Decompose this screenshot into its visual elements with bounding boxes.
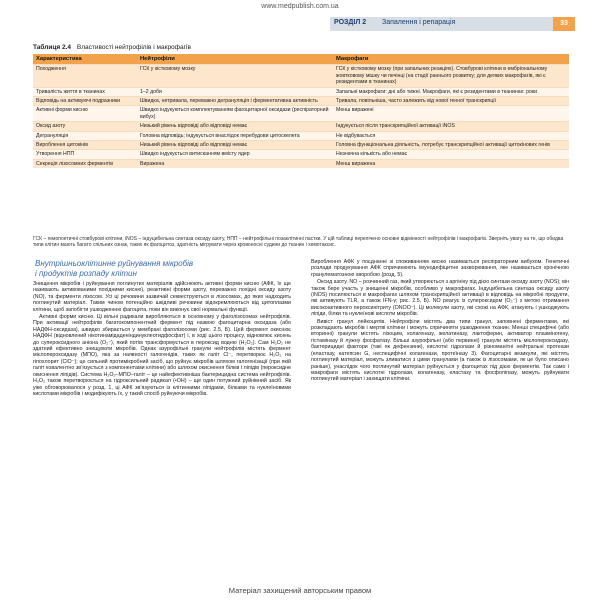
table-cell: Запальні макрофаги: дні або тижні. Макрофаги, які є резидентами в тканинах: роки [333, 87, 569, 96]
table-cell: Низький рівень відповіді або відповіді немає [137, 122, 333, 131]
section-heading-line: Внутрішньоклітинне руйнування мікробів [35, 259, 194, 268]
table-cell: ГСК у кістковому мозку [137, 65, 333, 87]
section-heading-line: і продуктів розпаду клітин [35, 268, 137, 278]
table-cell: Вироблення цитокінів [33, 141, 137, 150]
table-cell: Утворення НПП [33, 150, 137, 159]
running-header [330, 17, 575, 31]
body-paragraph: Знищення мікробів і руйнування поглинутих матеріалів здійснюють активні форми кисню (АФК, їх ще називають активованими похідними кисню), реактивні форми азоту, переважно похідні оксиду азоту (NO), та ферменти лізосом. Усі ці речовини зазвичай секвеструються в лізосомах, до яких надходить поглинутий матеріал. Таким чином потенційно шкідливі речовини відокремлюються від цитоплазми клітини, щоб запобігти ушкодженню фагоцита, поки він виконує свої нормальні функції. [33, 281, 291, 313]
column-header: Характеристика [33, 54, 137, 65]
table-cell: Активні форми кисню [33, 106, 137, 122]
table-cell: Тривала, повільніша, часто залежить від нової генної транскрипції [333, 97, 569, 106]
table-row [33, 159, 569, 168]
column-header: Макрофаги [333, 54, 569, 65]
table-cell: Швидко індукуються комплектуванням фагоцитарної оксидази (респіраторний вибух) [137, 106, 333, 122]
table-footnote: ГСК – гемопоетичні стовбурові клітини, iNOS – індуцибельна синтаза оксиду азоту, НПП – нейтрофільні позаклітинні пастки. У цій таблиці перелічено основні відмінності нейтрофілів і макрофагів. Зверніть увагу на те, що обидва типи клітин мають багато спільних ознак, таких як фагоцитоз, здатність мігрувати через кровоносні судини до тканин і хемотаксис. [33, 236, 564, 249]
table-cell: ГСК у кістковому мозку (при запальних реакціях). Стовбурові клітини в ембріональному жовтковому мішку чи печінці (на стадії раннього розвитку; для деяких макрофагів, які є резидентами в тканинах) [333, 65, 569, 87]
right-column [311, 259, 569, 384]
table-cell: Не відбувається [333, 131, 569, 140]
table-row [33, 106, 569, 122]
body-paragraph: Вивіст гранул лейкоцитів. Нейтрофіли містять два типи гранул, заповнені ферментами, які розкладають мікробів і мертві клітини і можуть спричиняти ушкодження тканин. Менші специфічні (або вторинні) гранули містять лізоцим, колагеназу, желатиназу, лактоферин, активатор плазміногену, гістаміназу й лужну фосфатазу. Більші азурофільні (або первинні) гранули містять мієлопероксидазу, бактерицидні фактори (такі як дефензини), кислотні гідролази й різноманітні нейтральні протеази (еластазу, катепсин G, неспецифічні колагенази, протеїназу 3). Фагоцитарні везикули, які містять поглинутий матеріал, можуть зливатися з цими гранулами (а також із лізосомами, як це було описано раніше), унаслідок чого поглинутий матеріал руйнується у фагоцитах під дією ферментів. Так само і макрофаги містять кислотні гідролази, колагеназу, еластазу та фосфоліпазу, можуть руйнувати поглинутий матеріал і захищати клітини. [311, 318, 569, 383]
table-cell: Відповідь на активуючі подразники [33, 97, 137, 106]
properties-table [33, 54, 569, 168]
table-cell: Тривалість життя в тканинах [33, 87, 137, 96]
table-row [33, 150, 569, 159]
table-row [33, 97, 569, 106]
column-header: Нейтрофіли [137, 54, 333, 65]
table-cell: Низький рівень відповіді або відповіді немає [137, 141, 333, 150]
table-cell: Менш виражена [333, 159, 569, 168]
table-cell: Оксид азоту [33, 122, 137, 131]
table-title: Властивості нейтрофілів і макрофагів [76, 44, 191, 51]
table-caption [33, 44, 191, 51]
table-header-row [33, 54, 569, 65]
table-label: Таблиця 2.4 [33, 44, 72, 51]
table-row [33, 87, 569, 96]
section-topic: Запалення і репарація [382, 19, 456, 26]
copyright-footer: Матеріал захищений авторським правом [228, 586, 372, 595]
table-cell: Виражена [137, 159, 333, 168]
body-paragraph: Активні форми кисню. Ці вільні радикали виробляються в основному у фаголізосомах нейтрофілів. При активації нейтрофілів багатокомпонентний фермент під назвою фагоцитарна оксидаза (або НАДФН-оксидаза), швидко збирається у мембрані фаголізосоми (рис. 2.5, Б). Цей фермент окиснює НАДФН (відновлений нікотинамідаденіндинуклеотидфосфат) і, в ході цього процесу, відновлює кисень до супероксидного аніона (O₂⁻), який потім трансформується в пероксид водню (H₂O₂). Сам H₂O₂ не здатний ефективно знищувати мікробів. Однак азурофільні гранули нейтрофілів містять фермент мієлопероксидазу (МПО), яка за наявності галогенідів, таких як галіт Cl⁻, перетворює H₂O₂ на гіпохлорит (ClO⁻); це сильний протимікробний засіб, що руйнує мікробів шляхом галогенізації (при якій галіт ковалентно зв’язується з компонентами клітини) або шляхом окиснення білків і ліпідів (пероксидне окиснення ліпідів). Система H₂O₂–МПО–галіт – це найефективніша бактерицидна система нейтрофілів. H₂O₂ також перетворюється на гідроксильний радикал (•OH) – ще один потужний руйнівний засіб. Як уже обговорювалося у розд. 1, ці АФК зв’язуються із клітинними ліпідами, білками та нуклеїновими кислотами мікробів і модифікують їх, у такий спосіб руйнуючи мікробів. [33, 314, 291, 397]
table-cell: Секреція лізосомних ферментів [33, 159, 137, 168]
table-cell: Швидка, нетривала, переважно дегрануляція і ферментативна активність [137, 97, 333, 106]
table-cell: Незначна кількість або немає [333, 150, 569, 159]
page-number: 33 [553, 17, 575, 31]
table-row [33, 65, 569, 87]
site-url[interactable]: www.medpublish.com.ua [261, 3, 339, 10]
table-row [33, 141, 569, 150]
table-cell: 1–2 доби [137, 87, 333, 96]
table-cell: Дегрануляція [33, 131, 137, 140]
table-cell: Походження [33, 65, 137, 87]
table-row [33, 131, 569, 140]
table-row [33, 122, 569, 131]
table-cell: Головна функціональна діяльність, потребує транскрипційної активації цитокінових генів [333, 141, 569, 150]
table-cell: Індукується після транскрипційної активації iNOS [333, 122, 569, 131]
table-cell: Менш виражені [333, 106, 569, 122]
body-paragraph: Оксид азоту. NO – розчинний газ, який утворюється з аргініну під дією синтази оксиду азоту (NOS); він також бере участь у знищенні мікробів, особливо у макрофагах. Індуцибельна синтаза оксиду азоту (iNOS) посилюється в макрофагах шляхом транскрипційної активації в відповідь на мікробні продукти, які активують TLR, а також IFN-γ; рис. 2.5, Б). NO реагує із супероксидом (O₂⁻) з метою отримання високоактивного пероксинітриту (ONOO⁻). Ці молекули азоту, які схожі на АФК, атакують і ушкоджують ліпіди, білки та нуклеїнові кислоти мікробів. [311, 279, 569, 318]
table-cell: Швидко індукується витисканням вмісту ядер [137, 150, 333, 159]
section-heading [33, 259, 291, 278]
left-column [33, 259, 291, 398]
table-cell: Головна відповідь; індукується внаслідок перебудови цитоскелета [137, 131, 333, 140]
section-label: РОЗДІЛ 2 [334, 19, 367, 26]
body-paragraph: Вироблення АФК у поєднанні зі споживанням кисню називається респіраторним вибухом. Генетичні розлади продукування АФК спричинюють імунодефіцитне захворювання, яке називається хронічною гранулематозною хворобою (розд. 5). [311, 259, 569, 278]
